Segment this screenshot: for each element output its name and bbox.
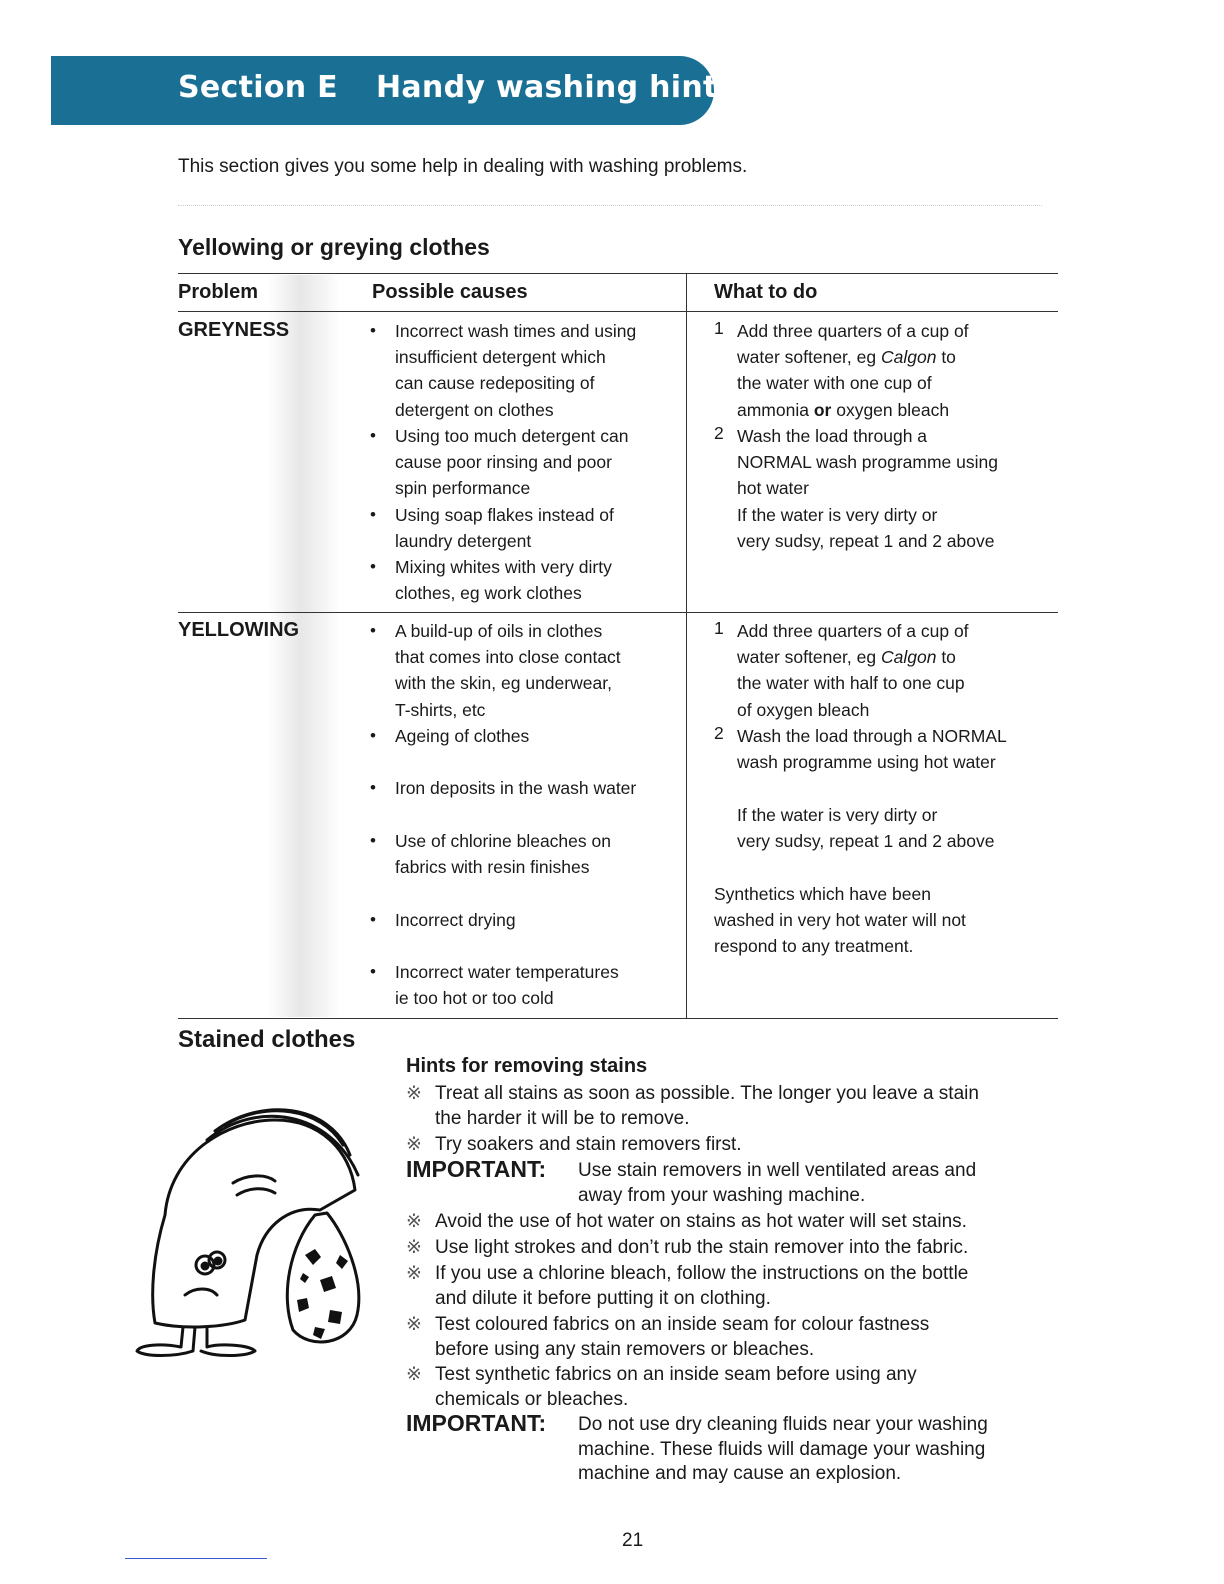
table-row-rule — [178, 612, 1058, 613]
table-column-rule — [686, 273, 687, 1018]
greyness-step-1: Add three quarters of a cup of water softener, eg Calgon to the water with one cup of ammonia or oxygen bleach — [737, 321, 969, 420]
table-header-rule — [178, 311, 1058, 312]
section-label: Section E — [178, 70, 338, 105]
bullet-icon: • — [370, 621, 376, 640]
greyness-note: If the water is very dirty or very sudsy, repeat 1 and 2 above — [737, 505, 995, 552]
shaded-band — [268, 275, 340, 1017]
bullet-icon: • — [370, 778, 376, 797]
yellowing-step-2: Wash the load through a NORMAL wash programme using hot water — [737, 726, 1007, 773]
asterisk-icon: ※ — [406, 1237, 422, 1258]
yellowing-label: YELLOWING — [178, 619, 300, 641]
bullet-icon: • — [370, 962, 376, 981]
footer-line — [125, 1558, 267, 1559]
stained-shirt-illustration — [115, 1095, 377, 1365]
greyness-cause-4: Mixing whites with very dirty clothes, eg work clothes — [395, 557, 612, 604]
col-what-to-do: What to do — [714, 281, 818, 303]
bullet-icon: • — [370, 726, 376, 745]
step-number: 2 — [714, 423, 724, 443]
table-bottom-rule — [178, 1018, 1058, 1019]
col-causes: Possible causes — [372, 281, 528, 303]
page-number: 21 — [622, 1530, 644, 1551]
important-label: IMPORTANT: — [406, 1410, 547, 1436]
asterisk-icon: ※ — [406, 1364, 422, 1385]
table-top-rule — [178, 273, 1058, 274]
yellowing-cause-3: Iron deposits in the wash water — [395, 778, 637, 798]
yellowing-note: If the water is very dirty or very sudsy, repeat 1 and 2 above — [737, 805, 995, 852]
hints-title: Hints for removing stains — [406, 1055, 648, 1077]
asterisk-icon: ※ — [406, 1263, 422, 1284]
yellowing-cause-1: A build-up of oils in clothes that comes into close contact with the skin, eg underwear, T-shirts, etc — [395, 621, 621, 720]
yellowing-step-1: Add three quarters of a cup of water softener, eg Calgon to the water with half to one cup of oxygen bleach — [737, 621, 969, 720]
asterisk-icon: ※ — [406, 1134, 422, 1155]
yellowing-heading: Yellowing or greying clothes — [178, 234, 490, 260]
dotted-divider — [178, 205, 1042, 206]
section-title: Handy washing hints — [375, 70, 736, 105]
greyness-cause-1: Incorrect wash times and using insufficient detergent which can cause redepositing of detergent on clothes — [395, 321, 637, 420]
intro-text: This section gives you some help in dealing with washing problems. — [178, 156, 748, 177]
step-number: 1 — [714, 318, 724, 338]
bullet-icon: • — [370, 426, 376, 445]
greyness-step-2: Wash the load through a NORMAL wash programme using hot water — [737, 426, 998, 499]
asterisk-icon: ※ — [406, 1314, 422, 1335]
bullet-icon: • — [370, 557, 376, 576]
bullet-icon: • — [370, 831, 376, 850]
yellowing-cause-6: Incorrect water temperatures ie too hot or too cold — [395, 962, 619, 1009]
yellowing-cause-2: Ageing of clothes — [395, 726, 530, 746]
important-label: IMPORTANT: — [406, 1156, 547, 1182]
asterisk-icon: ※ — [406, 1083, 422, 1104]
yellowing-cause-4: Use of chlorine bleaches on fabrics with resin finishes — [395, 831, 611, 878]
banner-heading — [178, 70, 736, 105]
asterisk-icon: ※ — [406, 1211, 422, 1232]
bullet-icon: • — [370, 910, 376, 929]
bullet-icon: • — [370, 321, 376, 340]
greyness-cause-3: Using soap flakes instead of laundry detergent — [395, 505, 614, 552]
greyness-label: GREYNESS — [178, 319, 290, 341]
step-number: 1 — [714, 618, 724, 638]
bullet-icon: • — [370, 505, 376, 524]
step-number: 2 — [714, 723, 724, 743]
col-problem: Problem — [178, 281, 259, 303]
greyness-cause-2: Using too much detergent can cause poor rinsing and poor spin performance — [395, 426, 629, 499]
yellowing-cause-5: Incorrect drying — [395, 910, 516, 930]
stained-heading: Stained clothes — [178, 1026, 356, 1053]
synthetics-note: Synthetics which have been washed in very hot water will not respond to any treatment. — [714, 884, 966, 957]
